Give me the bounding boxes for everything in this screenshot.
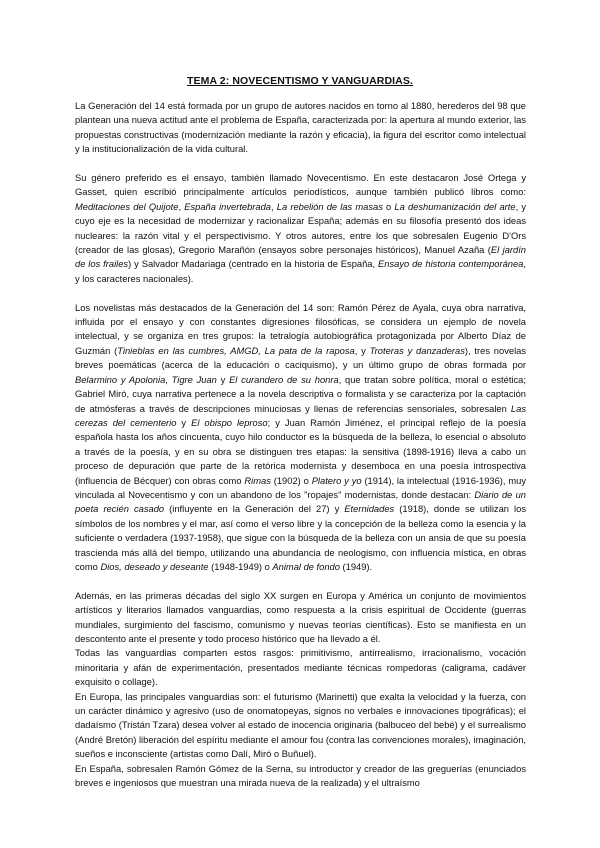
text-run: (1914), la intelectual (1916-1936), muy vinculada al Novecentismo y con un abandono de los "ropajes" modernistas, donde destacan:	[75, 475, 527, 500]
work-title: Animal de fondo	[272, 561, 340, 572]
text-run: y	[176, 417, 192, 428]
text-run: , que tratan sobre política, moral o estética; Gabriel Miró, cuya narrativa pertenece a la novela descriptiva o formalista y se caracteriza por la captación de atmósferas a través de descripciones minuciosas y llenas de referencias sensoriales, sobresalen	[75, 374, 526, 414]
work-title: Las cerezas del cementerio	[75, 403, 526, 428]
text-run: ; y Juan Ramón Jiménez, el principal reflejo de la poesía española hasta los años cincuenta, cuyo hilo conductor es la búsqueda de la belleza, lo esencial o absoluto a través de la poesía, y en su obra se distinguen tres etapas: la sensitiva (1898-1916) lleva a cabo un proceso de depuración que parte de la retórica modernista y desemboca en una poesía introspectiva (influencia de Bécquer) con obras como	[75, 417, 526, 486]
work-title: Eternidades	[344, 504, 395, 515]
work-title: Diario de un poeta recién casado	[75, 489, 526, 515]
text-run: , y los caracteres nacionales).	[75, 259, 526, 284]
work-title: Belarmino y Apolonia	[75, 374, 166, 385]
text-run: (1949).	[339, 561, 373, 572]
text-run: Los novelistas más destacados de la Generación del 14 son: Ramón Pérez de Ayala, cuya obra narrativa, influida por el ensayo y con constantes digresiones filosóficas, se considera un ejemplo de novela intelectual, y se organiza en tres grupos: la tetralogía autobiográfica protagonizada por Alberto Díaz de Guzmán (	[75, 302, 526, 356]
text-run: ), tres novelas breves poemáticas (acerca de la educación o caciquismo), y un último grupo de obras formada por	[75, 345, 527, 371]
work-title: Ensayo de historia contemporánea	[378, 259, 524, 270]
document-body	[75, 99, 526, 790]
work-title: El curandero de su honra	[229, 374, 339, 385]
work-title: La rebelión de las masas	[276, 201, 383, 212]
text-run: ,	[165, 374, 172, 385]
text-run: (influyente en la Generación del 27) y	[164, 504, 345, 515]
work-title: Tinieblas en las cumbres, AMGD, La pata de la raposa	[117, 345, 355, 356]
work-title: Dios, deseado y deseante	[100, 561, 209, 572]
paragraph-novecentismo-essay	[75, 171, 526, 286]
work-title: El jardín de los frailes	[75, 245, 526, 270]
text-run: , y cuyo eje es la necesidad de modernizar y racionalizar España; además en su filosofía presentó dos ideas nucleares: la razón vital y el perspectivismo. Y otros autores, entre los que sobresalen Eugenio D'Ors (creador de las glosas), Gregorio Marañón (ensayos sobre personajes históricos), Manuel Azaña (	[75, 201, 527, 256]
paragraph-novelists	[75, 301, 526, 575]
text-run: ) y Salvador Madariaga (centrado en la historia de España,	[128, 259, 379, 270]
work-title: España invertebrada	[184, 201, 272, 212]
text-run: (1918), donde se utilizan los símbolos de los nombres y el mar, así como el verso libre y la concepción de la belleza como la esencia y la suficiente o verdadera (1937-1958), que sigue con la búsqueda de la belleza con un ansia de que su poesía trascienda más allá del tiempo, utilizando una abundancia de neologismo, con influencia mística, en obras como	[75, 504, 527, 572]
paragraph-generation-14: La Generación del 14 está formada por un grupo de autores nacidos en torno al 1880, herederos del 98 que plantean una nueva actitud ante el problema de España, caracterizada por: la apertura al mundo exterior, las propuestas constructivas (modernización mediante la razón y eficacia), la figura del escritor como intelectual y la institucionalización de la vida cultural.	[75, 101, 526, 155]
work-title: Rimas	[244, 475, 271, 486]
text-run: o	[382, 201, 395, 212]
text-run: ,	[178, 201, 185, 212]
paragraph-vanguards-traits: Todas las vanguardias comparten estos rasgos: primitivismo, antirrealismo, irracionalismo, vocación minoritaria y afán de experimentación, presentados mediante técnicas rompedoras (caligrama, cadáver exquisito o collage).	[75, 648, 526, 688]
text-run: ,	[271, 201, 277, 212]
text-run: Su género preferido es el ensayo, también llamado Novecentismo. En este destacaron José Ortega y Gasset, quien escribió principalmente artículos periodísticos, aunque también publicó libros como:	[75, 173, 526, 198]
text-run: y	[216, 374, 230, 385]
text-run: , y	[354, 345, 370, 356]
text-run: (1948-1949) o	[208, 561, 273, 572]
page-title: TEMA 2: NOVECENTISMO Y VANGUARDIAS.	[187, 75, 413, 87]
work-title: Meditaciones del Quijote	[75, 201, 179, 212]
paragraph-european-vanguards: En Europa, las principales vanguardias son: el futurismo (Marinetti) que exalta la velocidad y la fuerza, con un carácter dinámico y agresivo (uso de onomatopeyas, signos no verbales e innovaciones tipográficas); el dadaísmo (Tristán Tzara) desea volver al estado de inocencia originaria (balbuceo del bebé) y el surrealismo (André Bretón) liberación del espíritu mediante el amour fou (contra las convenciones morales), imaginación, sueños e inconsciente (artistas como Dalí, Miró o Buñuel).	[75, 691, 526, 760]
work-title: La deshumanización del arte	[394, 201, 516, 212]
work-title: El obispo leproso	[191, 417, 268, 428]
paragraph-spanish-vanguards: En España, sobresalen Ramón Gómez de la Serna, su introductor y creador de las greguerías (enunciados breves e ingeniosos que muestran una mirada nueva de la realizada) y el ultraísmo	[75, 763, 526, 789]
text-run: (1902) o	[270, 475, 312, 486]
work-title: Tigre Juan	[171, 374, 217, 385]
work-title: Platero y yo	[311, 475, 362, 486]
work-title: Troteras y danzaderas	[369, 345, 465, 356]
paragraph-vanguards-intro: Además, en las primeras décadas del siglo XX surgen en Europa y América un conjunto de movimientos artísticos y literarios llamados vanguardias, como respuesta a la crisis espiritual de Occidente (guerras mundiales, surgimiento del fascismo, comunismo y nuevas teorías científicas). Esto se manifiesta en un descontento ante el presente y todo proceso histórico que ha llevado a él.	[75, 590, 526, 644]
